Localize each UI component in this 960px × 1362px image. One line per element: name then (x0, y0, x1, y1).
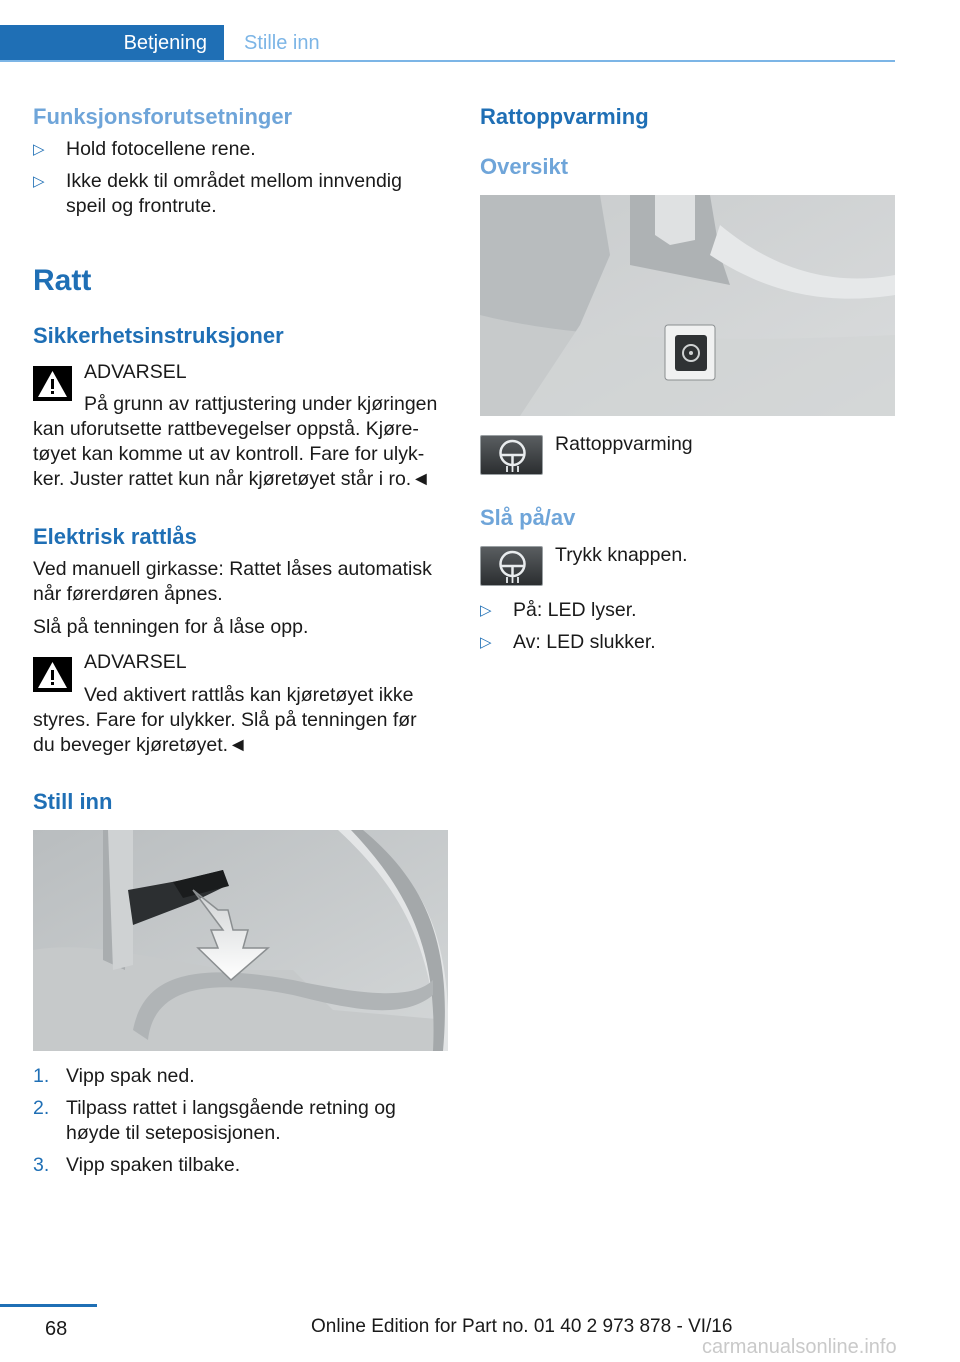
heading-sikkerhetsinstruksjoner: Sikkerhetsinstruksjoner (33, 323, 284, 348)
heading-oversikt: Oversikt (480, 154, 569, 179)
edition-text: Online Edition for Part no. 01 40 2 973 878 - VI/16 (311, 1316, 733, 1337)
page-number: 68 (45, 1318, 68, 1340)
warning-text-line: ker. Juster rattet kun når kjøretøyet står i ro.◄ (33, 468, 431, 490)
step-text: Tilpass rattet i langsgående retning og (66, 1097, 396, 1119)
header (0, 0, 960, 64)
warning-text-line: styres. Fare for ulykker. Slå på tenningen før (33, 709, 417, 731)
triangle-bullet-icon: ▷ (480, 634, 492, 651)
warning-text-line: Ved aktivert rattlås kan kjøretøyet ikke (84, 684, 414, 706)
triangle-bullet-icon: ▷ (480, 602, 492, 619)
warning-text-line: tøyet kan komme ut av kontroll. Fare for ulyk- (33, 443, 425, 465)
heated-steering-wheel-icon (480, 546, 543, 586)
warning-triangle-icon (33, 657, 72, 692)
bullet-text: Hold fotocellene rene. (66, 138, 256, 160)
step-item (33, 1153, 240, 1178)
list-item (480, 598, 637, 623)
step-item (33, 1096, 396, 1146)
heated-steering-wheel-icon (480, 435, 543, 475)
icon-label: Rattoppvarming (555, 433, 693, 455)
tab-stille-inn[interactable]: Stille inn (244, 31, 320, 54)
step-text: høyde til seteposisjonen. (66, 1122, 281, 1144)
heading-sla-pa-av: Slå på/av (480, 505, 576, 530)
watermark: carmanualsonline.info (702, 1336, 897, 1358)
header-divider (0, 60, 895, 62)
warning-text-line: du beveger kjøretøyet.◄ (33, 734, 248, 756)
bullet-text: På: LED lyser. (513, 599, 637, 621)
paragraph-line: Ved manuell girkasse: Rattet låses automatisk (33, 558, 432, 580)
heading-rattoppvarming: Rattoppvarming (480, 104, 649, 129)
list-item (33, 169, 402, 219)
step-text: Vipp spaken tilbake. (66, 1154, 241, 1176)
heating-button-illustration (480, 195, 895, 416)
step-text: Vipp spak ned. (66, 1065, 195, 1087)
tab-betjening[interactable]: Betjening (0, 25, 224, 61)
heading-still-inn: Still inn (33, 789, 113, 814)
triangle-bullet-icon: ▷ (33, 173, 45, 190)
warning-text-line: På grunn av rattjustering under kjøringen (84, 393, 438, 415)
paragraph-line: når førerdøren åpnes. (33, 583, 223, 605)
list-item (33, 137, 256, 162)
step-number: 2. (33, 1097, 50, 1119)
bullet-text: Ikke dekk til området mellom innvendig (66, 170, 402, 192)
warning-title: ADVARSEL (84, 651, 187, 673)
warning-text-line: kan uforutsette rattbevegelser oppstå. Kjøre- (33, 418, 419, 440)
heading-ratt: Ratt (33, 264, 92, 297)
step-number: 1. (33, 1065, 50, 1087)
paragraph-line: Slå på tenningen for å låse opp. (33, 616, 309, 638)
warning-title: ADVARSEL (84, 361, 187, 383)
step-item (33, 1064, 195, 1089)
press-instruction: Trykk knappen. (555, 544, 688, 566)
heading-elektrisk-rattlas: Elektrisk rattlås (33, 524, 197, 549)
lever-illustration (33, 830, 448, 1051)
heading-funksjonsforutsetninger: Funksjonsforutsetninger (33, 104, 293, 129)
list-item (480, 630, 656, 655)
step-number: 3. (33, 1154, 50, 1176)
bullet-text: speil og frontrute. (66, 195, 217, 217)
bullet-text: Av: LED slukker. (513, 631, 656, 653)
triangle-bullet-icon: ▷ (33, 141, 45, 158)
footer-accent-line (0, 1304, 97, 1307)
warning-triangle-icon (33, 366, 72, 401)
